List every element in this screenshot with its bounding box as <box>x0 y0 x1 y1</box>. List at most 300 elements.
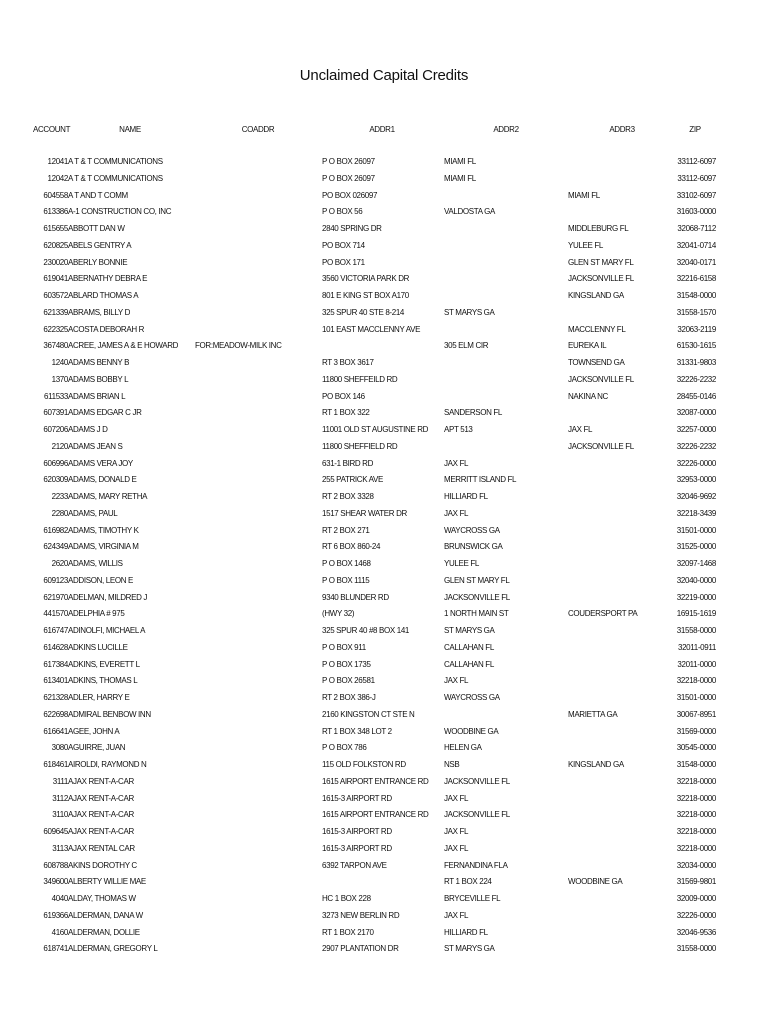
page-title: Unclaimed Capital Credits <box>299 67 469 84</box>
table-row <box>0 942 768 956</box>
account-cell: 608788 <box>43 860 68 870</box>
addr2-cell: WAYCROSS GA <box>444 693 500 702</box>
account-cell: 4040 <box>51 894 68 903</box>
account-cell: 349600 <box>43 877 68 887</box>
addr3-cell: NAKINA NC <box>568 391 608 401</box>
account-cell: 622325 <box>43 324 68 334</box>
addr2-cell: HILLIARD FL <box>444 927 488 937</box>
name-cell: ABERNATHY DEBRA E <box>68 274 148 284</box>
column-header-addr3: ADDR3 <box>609 125 635 134</box>
zip-cell: 30545-0000 <box>676 743 716 753</box>
addr1-cell: P O BOX 1735 <box>322 659 371 669</box>
account-cell: 621339 <box>43 307 68 317</box>
addr2-cell: APT 513 <box>444 425 473 434</box>
addr2-cell: JAX FL <box>444 843 469 853</box>
addr3-cell: YULEE FL <box>568 240 603 250</box>
addr1-cell: RT 2 BOX 386-J <box>322 693 376 702</box>
addr2-cell: JAX FL <box>444 458 469 468</box>
addr1-cell: P O BOX 56 <box>322 207 363 217</box>
addr1-cell: PO BOX 146 <box>322 391 365 401</box>
name-cell: ADAMS VERA JOY <box>68 458 133 468</box>
account-cell: 613401 <box>43 676 68 686</box>
table-row <box>0 524 768 538</box>
column-header-addr2: ADDR2 <box>493 125 519 134</box>
name-cell: ADINOLFI, MICHAEL A <box>68 626 146 635</box>
table-row <box>0 457 768 471</box>
addr2-cell: JAX FL <box>444 676 469 686</box>
addr2-cell: HILLIARD FL <box>444 492 488 501</box>
name-cell: AJAX RENTAL CAR <box>68 843 135 853</box>
addr2-cell: SANDERSON FL <box>444 408 503 418</box>
addr2-cell: JACKSONVILLE FL <box>444 776 510 786</box>
addr3-cell: EUREKA IL <box>568 341 607 351</box>
addr2-cell: JACKSONVILLE FL <box>444 592 510 602</box>
table-row <box>0 909 768 923</box>
name-cell: ALDERMAN, DOLLIE <box>68 927 140 937</box>
addr2-cell: CALLAHAN FL <box>444 659 494 669</box>
table-row <box>0 557 768 571</box>
account-cell: 620309 <box>43 475 68 485</box>
addr2-cell: HELEN GA <box>444 743 482 753</box>
zip-cell: 31331-9803 <box>676 358 716 367</box>
table-row <box>0 205 768 219</box>
name-cell: AJAX RENT-A-CAR <box>68 810 134 820</box>
table-row <box>0 825 768 839</box>
name-cell: ADMIRAL BENBOW INN <box>68 709 151 719</box>
table-row <box>0 658 768 672</box>
addr2-cell: VALDOSTA GA <box>444 207 495 217</box>
addr1-cell: 1517 SHEAR WATER DR <box>322 508 407 518</box>
addr1-cell: 3560 VICTORIA PARK DR <box>322 274 410 284</box>
addr1-cell: RT 1 BOX 2170 <box>322 927 374 937</box>
name-cell: ABBOTT DAN W <box>68 224 125 233</box>
zip-cell: 32041-0714 <box>676 240 716 250</box>
zip-cell: 33112-6097 <box>677 157 716 166</box>
name-cell: ADAMS BENNY B <box>68 358 130 367</box>
zip-cell: 32226-2232 <box>676 374 716 384</box>
account-cell: 617384 <box>43 659 68 669</box>
name-cell: ADAMS JEAN S <box>68 441 123 451</box>
zip-cell: 32218-0000 <box>676 676 716 686</box>
table-row <box>0 808 768 822</box>
addr1-cell: 1615-3 AIRPORT RD <box>322 827 392 836</box>
addr1-cell: 6392 TARPON AVE <box>322 860 387 870</box>
addr3-cell: JACKSONVILLE FL <box>568 441 634 451</box>
column-header-row <box>0 123 768 137</box>
addr2-cell: JAX FL <box>444 910 469 920</box>
zip-cell: 32218-3439 <box>676 508 716 518</box>
addr1-cell: 325 SPUR 40 #8 BOX 141 <box>322 626 410 635</box>
account-cell: 1240 <box>51 358 68 367</box>
name-cell: ADAMS, MARY RETHA <box>68 492 148 501</box>
addr3-cell: COUDERSPORT PA <box>568 609 638 619</box>
table-row <box>0 607 768 621</box>
account-cell: 619041 <box>43 274 68 284</box>
addr2-cell: YULEE FL <box>444 559 479 568</box>
table-row <box>0 624 768 638</box>
column-header-addr1: ADDR1 <box>369 125 395 134</box>
name-cell: AIROLDI, RAYMOND N <box>68 760 147 769</box>
addr2-cell: MIAMI FL <box>444 173 476 183</box>
name-cell: A-1 CONSTRUCTION CO, INC <box>68 207 172 217</box>
addr1-cell: P O BOX 786 <box>322 743 367 753</box>
addr3-cell: MACCLENNY FL <box>568 324 626 334</box>
zip-cell: 32226-2232 <box>676 441 716 451</box>
addr2-cell: ST MARYS GA <box>444 944 495 954</box>
addr3-cell: KINGSLAND GA <box>568 291 624 300</box>
addr1-cell: HC 1 BOX 228 <box>322 894 371 903</box>
account-cell: 607206 <box>43 425 68 434</box>
addr1-cell: 325 SPUR 40 STE 8-214 <box>322 307 405 317</box>
name-cell: ADAMS, VIRGINIA M <box>68 542 139 552</box>
table-row <box>0 574 768 588</box>
zip-cell: 32218-0000 <box>676 793 716 803</box>
zip-cell: 32046-9692 <box>676 492 716 501</box>
name-cell: AJAX RENT-A-CAR <box>68 776 134 786</box>
name-cell: ALDERMAN, GREGORY L <box>68 944 158 954</box>
addr1-cell: 11001 OLD ST AUGUSTINE RD <box>322 425 429 434</box>
zip-cell: 28455-0146 <box>676 391 716 401</box>
zip-cell: 32087-0000 <box>676 408 716 418</box>
addr1-cell: RT 1 BOX 348 LOT 2 <box>322 726 392 736</box>
zip-cell: 31525-0000 <box>676 542 716 552</box>
addr3-cell: MIAMI FL <box>568 190 600 200</box>
addr1-cell: 11800 SHEFFEILD RD <box>322 374 398 384</box>
zip-cell: 33102-6097 <box>676 190 716 200</box>
addr2-cell: NSB <box>444 760 460 769</box>
addr1-cell: 2160 KINGSTON CT STE N <box>322 709 415 719</box>
account-cell: 3110 <box>52 810 68 820</box>
account-cell: 616641 <box>43 726 68 736</box>
table-row <box>0 406 768 420</box>
addr3-cell: WOODBINE GA <box>568 877 623 887</box>
zip-cell: 32040-0171 <box>676 257 716 267</box>
addr1-cell: P O BOX 26581 <box>322 676 375 686</box>
addr3-cell: GLEN ST MARY FL <box>568 257 634 267</box>
zip-cell: 32046-9536 <box>676 927 716 937</box>
table-row <box>0 356 768 370</box>
table-row <box>0 741 768 755</box>
addr3-cell: KINGSLAND GA <box>568 760 624 769</box>
name-cell: ADAMS EDGAR C JR <box>68 408 142 418</box>
name-cell: ADAMS, DONALD E <box>68 475 137 485</box>
addr2-cell: BRUNSWICK GA <box>444 542 503 552</box>
name-cell: AJAX RENT-A-CAR <box>68 793 134 803</box>
addr1-cell: P O BOX 1115 <box>322 575 370 585</box>
account-cell: 622698 <box>43 709 68 719</box>
account-cell: 611533 <box>43 391 68 401</box>
addr1-cell: 115 OLD FOLKSTON RD <box>322 760 406 769</box>
addr2-cell: MIAMI FL <box>444 157 476 166</box>
account-cell: 624349 <box>43 542 68 552</box>
table-row <box>0 272 768 286</box>
table-row <box>0 758 768 772</box>
addr3-cell: MARIETTA GA <box>568 709 618 719</box>
zip-cell: 32218-0000 <box>676 843 716 853</box>
table-row <box>0 473 768 487</box>
name-cell: ABLARD THOMAS A <box>68 291 139 300</box>
name-cell: ACREE, JAMES A & E HOWARD <box>68 341 179 351</box>
addr1-cell: RT 3 BOX 3617 <box>322 358 374 367</box>
table-row <box>0 373 768 387</box>
account-cell: 621970 <box>43 592 68 602</box>
name-cell: ALBERTY WILLIE MAE <box>68 877 146 887</box>
zip-cell: 31569-9801 <box>676 877 716 887</box>
account-cell: 607391 <box>43 408 68 418</box>
name-cell: ADELPHIA # 975 <box>68 609 125 619</box>
account-cell: 3112 <box>52 793 68 803</box>
account-cell: 3111 <box>52 776 68 786</box>
name-cell: ADKINS LUCILLE <box>68 642 128 652</box>
addr1-cell: P O BOX 1468 <box>322 559 371 568</box>
zip-cell: 32953-0000 <box>676 475 716 485</box>
addr3-cell: MIDDLEBURG FL <box>568 224 629 233</box>
addr1-cell: RT 2 BOX 271 <box>322 525 370 535</box>
account-cell: 609645 <box>43 827 68 836</box>
table-row <box>0 792 768 806</box>
name-cell: ABRAMS, BILLY D <box>68 307 131 317</box>
addr1-cell: 1615-3 AIRPORT RD <box>322 843 392 853</box>
table-row <box>0 339 768 353</box>
addr2-cell: 1 NORTH MAIN ST <box>444 609 509 619</box>
zip-cell: 31501-0000 <box>676 525 716 535</box>
name-cell: AJAX RENT-A-CAR <box>68 827 134 836</box>
account-cell: 230020 <box>43 257 68 267</box>
addr1-cell: (HWY 32) <box>322 609 355 619</box>
coaddr-cell: FOR:MEADOW-MILK INC <box>195 341 282 351</box>
name-cell: ADAMS BRIAN L <box>68 391 126 401</box>
addr1-cell: RT 2 BOX 3328 <box>322 492 374 501</box>
table-row <box>0 423 768 437</box>
name-cell: ACOSTA DEBORAH R <box>68 324 145 334</box>
account-cell: 3113 <box>52 843 68 853</box>
account-cell: 616747 <box>43 626 68 635</box>
table-row <box>0 323 768 337</box>
account-cell: 3080 <box>51 743 68 753</box>
name-cell: ALDERMAN, DANA W <box>68 910 143 920</box>
name-cell: ABERLY BONNIE <box>68 257 128 267</box>
zip-cell: 32040-0000 <box>676 575 716 585</box>
addr2-cell: JAX FL <box>444 508 469 518</box>
addr1-cell: 1615 AIRPORT ENTRANCE RD <box>322 776 429 786</box>
zip-cell: 33112-6097 <box>677 173 716 183</box>
addr2-cell: ST MARYS GA <box>444 626 495 635</box>
addr3-cell: JACKSONVILLE FL <box>568 374 634 384</box>
table-row <box>0 875 768 889</box>
table-row <box>0 490 768 504</box>
table-row <box>0 892 768 906</box>
addr2-cell: ST MARYS GA <box>444 307 495 317</box>
name-cell: ADAMS BOBBY L <box>68 374 129 384</box>
account-cell: 609123 <box>43 575 68 585</box>
name-cell: ABELS GENTRY A <box>68 240 132 250</box>
name-cell: ALDAY, THOMAS W <box>68 894 136 903</box>
zip-cell: 31548-0000 <box>676 760 716 769</box>
addr1-cell: PO BOX 026097 <box>322 190 378 200</box>
account-cell: 616982 <box>43 525 68 535</box>
column-header-zip: ZIP <box>689 125 701 134</box>
account-cell: 441570 <box>43 609 68 619</box>
addr3-cell: TOWNSEND GA <box>568 358 625 367</box>
addr1-cell: 631-1 BIRD RD <box>322 458 374 468</box>
zip-cell: 32226-0000 <box>676 458 716 468</box>
zip-cell: 32257-0000 <box>676 425 716 434</box>
account-cell: 606996 <box>43 458 68 468</box>
addr1-cell: RT 1 BOX 322 <box>322 408 370 418</box>
addr1-cell: 9340 BLUNDER RD <box>322 592 389 602</box>
addr2-cell: FERNANDINA FLA <box>444 860 508 870</box>
name-cell: AGUIRRE, JUAN <box>68 743 126 753</box>
account-cell: 1370 <box>51 374 68 384</box>
addr2-cell: 305 ELM CIR <box>444 341 489 351</box>
table-row <box>0 289 768 303</box>
addr3-cell: JACKSONVILLE FL <box>568 274 634 284</box>
addr1-cell: 101 EAST MACCLENNY AVE <box>322 324 421 334</box>
addr2-cell: MERRITT ISLAND FL <box>444 475 517 485</box>
zip-cell: 32218-0000 <box>676 776 716 786</box>
table-row <box>0 172 768 186</box>
name-cell: ADAMS, WILLIS <box>68 559 123 568</box>
name-cell: ADAMS, PAUL <box>68 508 118 518</box>
addr2-cell: GLEN ST MARY FL <box>444 575 510 585</box>
account-cell: 12042 <box>47 173 68 183</box>
name-cell: A T AND T COMM <box>68 190 128 200</box>
account-cell: 615655 <box>43 224 68 233</box>
addr1-cell: 1615-3 AIRPORT RD <box>322 793 392 803</box>
table-row <box>0 239 768 253</box>
addr1-cell: RT 6 BOX 860-24 <box>322 542 381 552</box>
addr1-cell: 255 PATRICK AVE <box>322 475 384 485</box>
account-cell: 604558 <box>43 190 68 200</box>
addr2-cell: JAX FL <box>444 827 469 836</box>
table-row <box>0 390 768 404</box>
name-cell: AGEE, JOHN A <box>68 726 120 736</box>
addr2-cell: WAYCROSS GA <box>444 525 500 535</box>
account-cell: 618741 <box>43 944 68 954</box>
addr1-cell: P O BOX 911 <box>322 642 366 652</box>
account-cell: 2233 <box>51 492 68 501</box>
account-cell: 619366 <box>43 910 68 920</box>
table-row <box>0 507 768 521</box>
table-row <box>0 725 768 739</box>
zip-cell: 32226-0000 <box>676 910 716 920</box>
table-row <box>0 540 768 554</box>
name-cell: ADKINS, THOMAS L <box>68 676 138 686</box>
addr2-cell: JAX FL <box>444 793 469 803</box>
name-cell: A T & T COMMUNICATIONS <box>68 173 163 183</box>
zip-cell: 32011-0911 <box>677 642 716 652</box>
table-row <box>0 189 768 203</box>
zip-cell: 32218-0000 <box>676 827 716 836</box>
name-cell: ADELMAN, MILDRED J <box>68 592 148 602</box>
account-cell: 2120 <box>51 441 68 451</box>
table-row <box>0 641 768 655</box>
name-cell: ADAMS, TIMOTHY K <box>68 525 139 535</box>
table-row <box>0 256 768 270</box>
table-row <box>0 222 768 236</box>
addr2-cell: RT 1 BOX 224 <box>444 877 492 887</box>
addr1-cell: 3273 NEW BERLIN RD <box>322 910 400 920</box>
addr1-cell: 1615 AIRPORT ENTRANCE RD <box>322 810 429 820</box>
name-cell: ADAMS J D <box>68 425 108 434</box>
addr1-cell: P O BOX 26097 <box>322 173 375 183</box>
table-row <box>0 708 768 722</box>
addr3-cell: JAX FL <box>568 425 593 434</box>
zip-cell: 32034-0000 <box>676 860 716 870</box>
addr1-cell: 801 E KING ST BOX A170 <box>322 291 409 300</box>
account-cell: 2620 <box>51 559 68 568</box>
zip-cell: 32219-0000 <box>676 592 716 602</box>
account-cell: 4160 <box>51 927 68 937</box>
column-header-coaddr: COADDR <box>241 125 275 134</box>
addr2-cell: BRYCEVILLE FL <box>444 894 501 903</box>
addr1-cell: 11800 SHEFFIELD RD <box>322 441 398 451</box>
zip-cell: 32011-0000 <box>677 659 716 669</box>
column-header-name: NAME <box>119 125 141 134</box>
name-cell: ADLER, HARRY E <box>68 693 130 702</box>
zip-cell: 32097-1468 <box>676 559 716 568</box>
zip-cell: 61530-1615 <box>676 341 716 351</box>
account-cell: 618461 <box>43 760 68 769</box>
table-row <box>0 691 768 705</box>
zip-cell: 31558-0000 <box>676 944 716 954</box>
table-row <box>0 926 768 940</box>
name-cell: AKINS DOROTHY C <box>68 860 137 870</box>
zip-cell: 31548-0000 <box>676 291 716 300</box>
zip-cell: 30067-8951 <box>676 709 716 719</box>
account-cell: 12041 <box>47 157 68 166</box>
zip-cell: 31603-0000 <box>676 207 716 217</box>
account-cell: 2280 <box>51 508 68 518</box>
account-cell: 614628 <box>43 642 68 652</box>
table-row <box>0 674 768 688</box>
zip-cell: 31558-0000 <box>676 626 716 635</box>
account-cell: 613386 <box>43 207 68 217</box>
zip-cell: 32063-2119 <box>677 324 716 334</box>
table-row <box>0 306 768 320</box>
name-cell: ADDISON, LEON E <box>68 575 133 585</box>
table-row <box>0 775 768 789</box>
name-cell: A T & T COMMUNICATIONS <box>68 157 163 166</box>
addr1-cell: P O BOX 26097 <box>322 157 375 166</box>
table-row <box>0 155 768 169</box>
name-cell: ADKINS, EVERETT L <box>68 659 140 669</box>
table-row <box>0 859 768 873</box>
addr1-cell: 2907 PLANTATION DR <box>322 944 399 954</box>
addr1-cell: PO BOX 171 <box>322 257 365 267</box>
table-row <box>0 591 768 605</box>
column-header-account: ACCOUNT <box>33 125 71 134</box>
zip-cell: 32218-0000 <box>676 810 716 820</box>
zip-cell: 32068-7112 <box>677 224 716 233</box>
addr2-cell: CALLAHAN FL <box>444 642 494 652</box>
account-cell: 603572 <box>43 291 68 300</box>
zip-cell: 32009-0000 <box>676 894 716 903</box>
addr2-cell: JACKSONVILLE FL <box>444 810 510 820</box>
zip-cell: 31501-0000 <box>676 693 716 702</box>
zip-cell: 31558-1570 <box>676 307 716 317</box>
table-row <box>0 440 768 454</box>
table-row <box>0 842 768 856</box>
zip-cell: 32216-6158 <box>676 274 716 284</box>
zip-cell: 31569-0000 <box>676 726 716 736</box>
account-cell: 620825 <box>43 240 68 250</box>
addr2-cell: WOODBINE GA <box>444 726 499 736</box>
zip-cell: 16915-1619 <box>676 609 716 619</box>
account-cell: 367480 <box>43 341 68 351</box>
addr1-cell: 2840 SPRING DR <box>322 224 382 233</box>
addr1-cell: PO BOX 714 <box>322 240 365 250</box>
